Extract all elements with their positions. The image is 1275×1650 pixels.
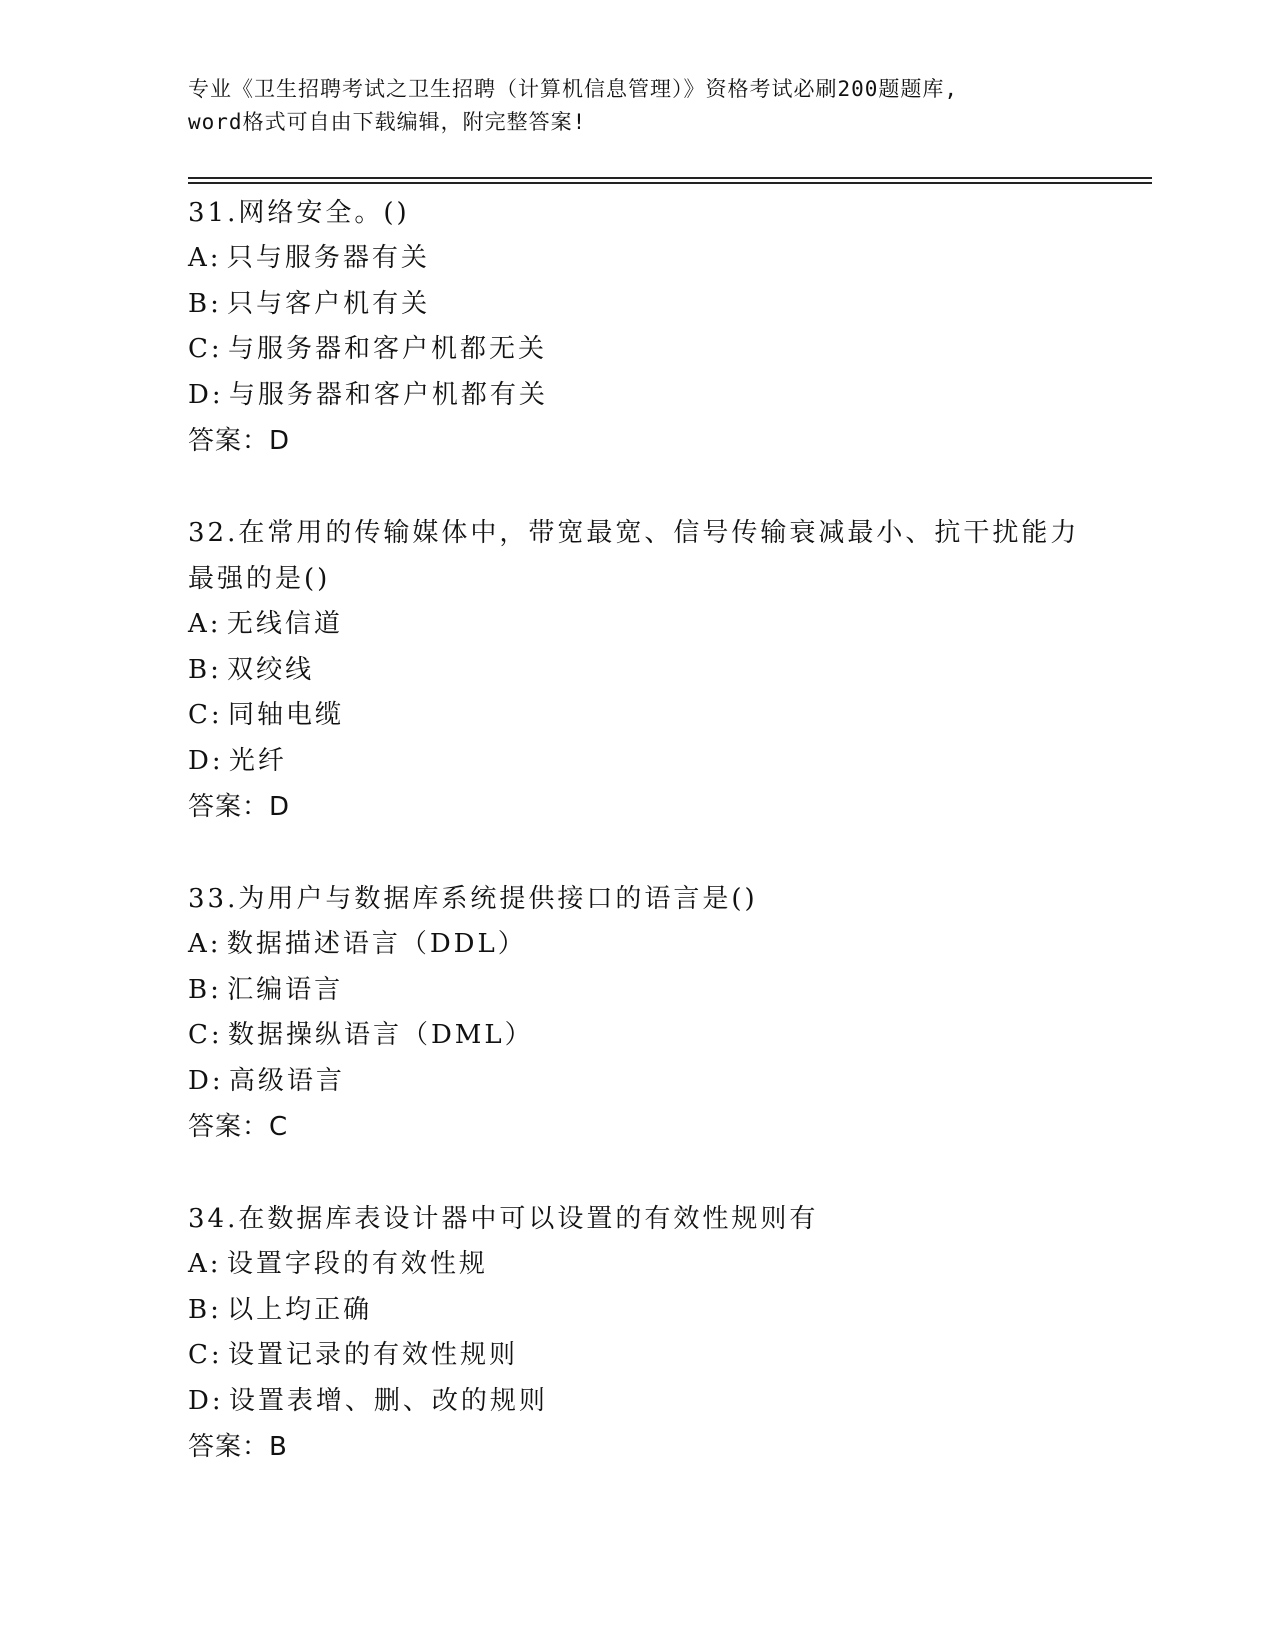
option-text: 数据操纵语言（DML） — [227, 1020, 534, 1050]
option-c: C: 同轴电缆 — [188, 700, 344, 730]
option-text: 设置记录的有效性规则 — [227, 1340, 518, 1370]
option-letter: B — [188, 654, 211, 685]
option-text: 无线信道 — [226, 609, 343, 639]
option-letter: D — [188, 379, 212, 410]
question-31 — [188, 190, 1088, 464]
header-line: word格式可自由下载编辑，附完整答案! — [188, 110, 587, 134]
option-text: 只与客户机有关 — [227, 288, 431, 319]
option-text: 同轴电缆 — [227, 700, 344, 730]
option-text: 数据描述语言（DDL） — [226, 929, 527, 959]
header-line: 专业《卫生招聘考试之卫生招聘（计算机信息管理）》资格考试必刷200题题库, — [188, 77, 959, 101]
answer-line: 答案：D — [188, 426, 291, 456]
header-divider-top — [188, 177, 1152, 179]
option-text: 双绞线 — [227, 654, 315, 685]
question-list — [188, 190, 1088, 1516]
option-text: 以上均正确 — [227, 1294, 373, 1325]
option-letter: C — [188, 1340, 211, 1370]
option-letter: A — [188, 609, 210, 639]
answer-line: 答案：D — [188, 792, 291, 822]
question-text — [188, 510, 1088, 602]
option-a: A: 只与服务器有关 — [188, 243, 430, 273]
option-b: B: 双绞线 — [188, 654, 315, 685]
option-text: 设置表增、删、改的规则 — [228, 1385, 548, 1416]
option-letter: A — [188, 1249, 210, 1279]
option-c: C: 数据操纵语言（DML） — [188, 1020, 534, 1050]
option-d: D: 与服务器和客户机都有关 — [188, 379, 548, 410]
option-text: 与服务器和客户机都无关 — [227, 334, 547, 364]
option-letter: B — [188, 1294, 211, 1325]
option-letter: C — [188, 700, 211, 730]
question-33 — [188, 876, 1088, 1150]
option-text: 光纤 — [228, 745, 287, 776]
answer-line: 答案：B — [188, 1432, 288, 1462]
header-divider-bottom — [188, 182, 1152, 184]
option-letter: B — [188, 974, 211, 1005]
question-line: 32.在常用的传输媒体中，带宽最宽、信号传输衰减最小、抗干扰能力 — [188, 518, 1080, 548]
option-letter: C — [188, 334, 211, 364]
option-text: 汇编语言 — [227, 974, 344, 1005]
answer-line: 答案：C — [188, 1112, 289, 1142]
option-letter: B — [188, 288, 211, 319]
option-a: A: 设置字段的有效性规 — [188, 1249, 488, 1279]
option-text: 高级语言 — [228, 1065, 345, 1096]
question-34 — [188, 1196, 1088, 1470]
question-line: 31.网络安全。() — [188, 198, 410, 228]
question-line: 33.为用户与数据库系统提供接口的语言是() — [188, 884, 758, 914]
question-32 — [188, 510, 1088, 830]
option-letter: D — [188, 1385, 212, 1416]
option-a: A: 数据描述语言（DDL） — [188, 929, 527, 959]
option-letter: D — [188, 745, 212, 776]
option-c: C: 设置记录的有效性规则 — [188, 1340, 518, 1370]
question-text — [188, 190, 1088, 236]
option-b: B: 以上均正确 — [188, 1294, 373, 1325]
question-text — [188, 1196, 1088, 1242]
question-text — [188, 876, 1088, 922]
option-a: A: 无线信道 — [188, 609, 343, 639]
option-b: B: 汇编语言 — [188, 974, 344, 1005]
option-letter: A — [188, 929, 210, 959]
option-d: D: 光纤 — [188, 745, 287, 776]
document-header — [188, 73, 1088, 139]
option-text: 只与服务器有关 — [226, 243, 430, 273]
option-letter: D — [188, 1065, 212, 1096]
option-letter: A — [188, 243, 210, 273]
option-c: C: 与服务器和客户机都无关 — [188, 334, 547, 364]
question-line: 最强的是() — [188, 564, 331, 594]
option-d: D: 高级语言 — [188, 1065, 345, 1096]
option-text: 设置字段的有效性规 — [226, 1249, 488, 1279]
option-d: D: 设置表增、删、改的规则 — [188, 1385, 548, 1416]
option-text: 与服务器和客户机都有关 — [228, 379, 548, 410]
question-line: 34.在数据库表设计器中可以设置的有效性规则有 — [188, 1204, 819, 1234]
option-b: B: 只与客户机有关 — [188, 288, 431, 319]
option-letter: C — [188, 1020, 211, 1050]
